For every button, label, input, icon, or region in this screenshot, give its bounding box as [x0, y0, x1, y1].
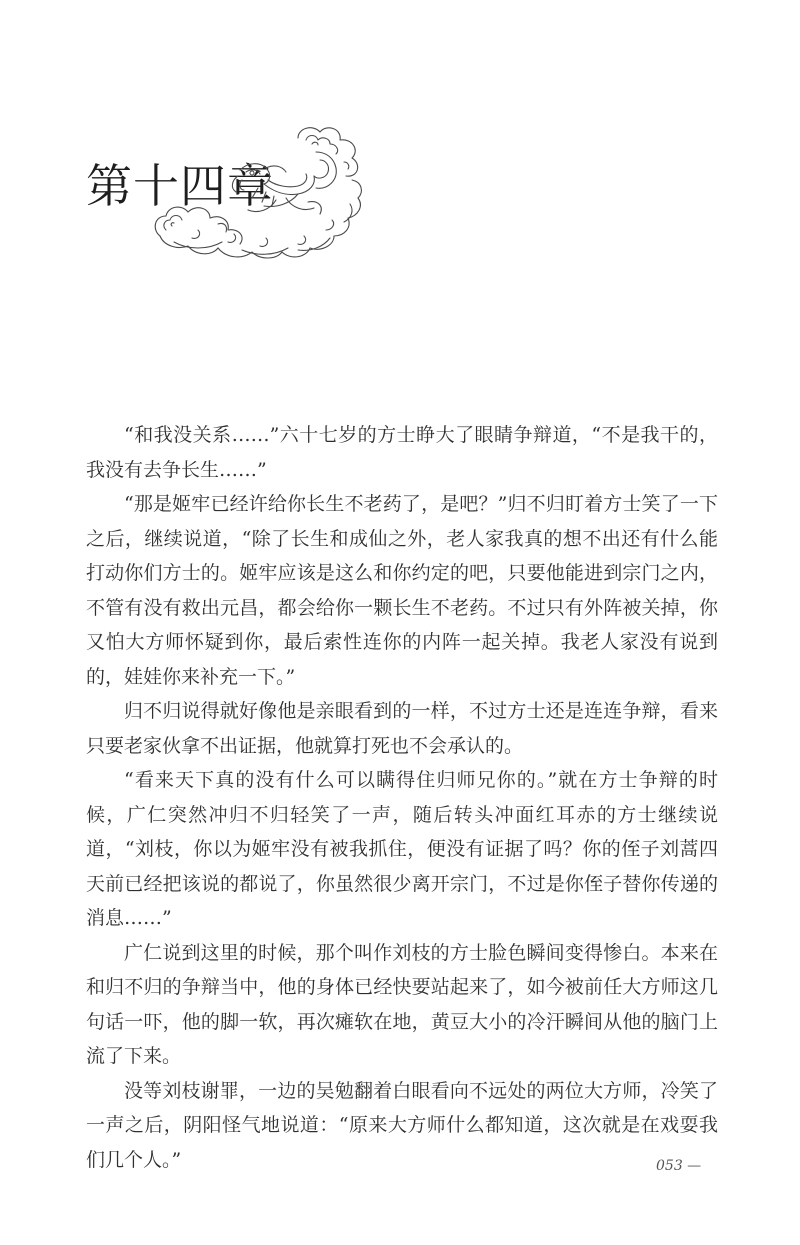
lower-cloud-motif [155, 180, 361, 258]
paragraph: 广仁说到这里的时候，那个叫作刘枝的方士脸色瞬间变得惨白。本来在和归不归的争辩当中，他的身体已经快要站起来了，如今被前任大方师这几句话一吓，他的脚一软，再次瘫软在地，黄豆大小的冷汗瞬间从他的脑门上流了下来。 [86, 941, 718, 1067]
page-number: 053 — [656, 1158, 702, 1174]
dragon-figure [232, 164, 321, 214]
paragraph: 没等刘枝谢罪，一边的吴勉翻着白眼看向不远处的两位大方师，冷笑了一声之后，阴阳怪气地说道：“原来大方师什么都知道，这次就是在戏耍我们几个人。” [86, 1079, 718, 1171]
cloud-dragon-ornament [148, 118, 388, 288]
paragraph: “和我没关系……”六十七岁的方士睁大了眼睛争辩道，“不是我干的，我没有去争长生……” [86, 424, 718, 481]
chapter-title: 第十四章 [86, 158, 274, 213]
paragraph: “看来天下真的没有什么可以瞒得住归师兄你的。”就在方士争辩的时候，广仁突然冲归不归轻笑了一声，随后转头冲面红耳赤的方士继续说道，“刘枝，你以为姬牢没有被我抓住，便没有证据了吗？你的侄子刘蒿四天前已经把该说的都说了，你虽然很少离开宗门，不过是你侄子替你传递的消息……” [86, 769, 718, 929]
chapter-body [86, 418, 718, 1177]
paragraph: 归不归说得就好像他是亲眼看到的一样，不过方士还是连连争辩，看来只要老家伙拿不出证据，他就算打死也不会承认的。 [86, 700, 718, 757]
paragraph: “那是姬牢已经许给你长生不老药了，是吧？”归不归盯着方士笑了一下之后，继续说道，“除了长生和成仙之外，老人家我真的想不出还有什么能打动你们方士的。姬牢应该是这么和你约定的吧，只要他能进到宗门之内，不管有没有救出元昌，都会给你一颗长生不老药。不过只有外阵被关掉，你又怕大方师怀疑到你，最后索性连你的内阵一起关掉。我老人家没有说到的，娃娃你来补充一下。” [86, 493, 718, 688]
